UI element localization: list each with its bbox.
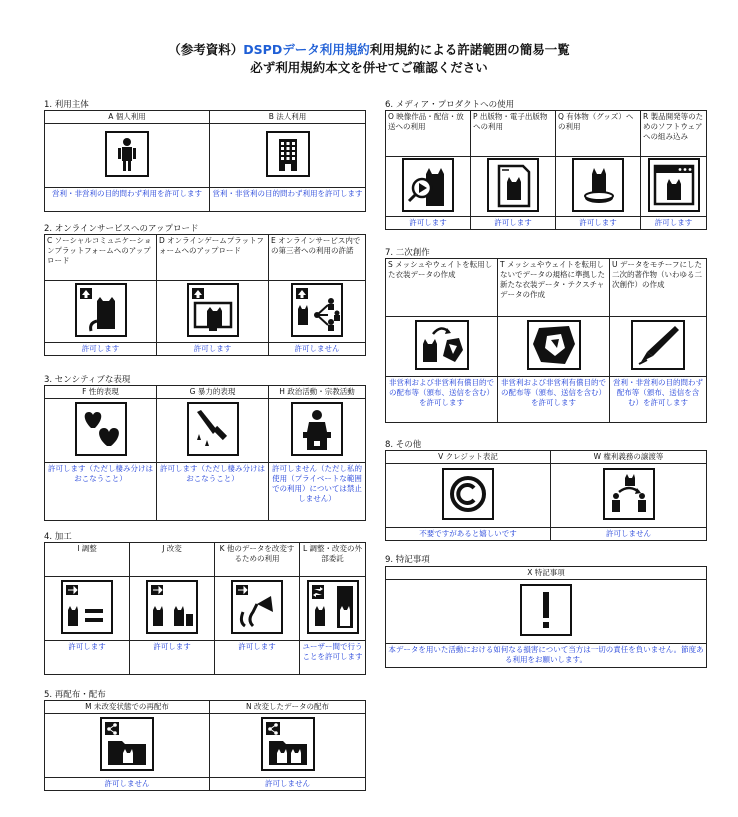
icon-cell-e — [269, 281, 366, 343]
result-i: 許可します — [45, 641, 130, 675]
result-j: 許可します — [130, 641, 215, 675]
share-people-icon — [291, 283, 343, 337]
result-q: 許可します — [556, 217, 641, 230]
result-h: 許可しません（ただし私的使用（プライベートな範囲での利用）については禁止しません） — [269, 463, 366, 521]
icon-cell-u — [610, 317, 707, 377]
outsource-icon — [307, 580, 359, 634]
header-b: B 法人利用 — [210, 111, 366, 124]
adjust-equal-icon — [61, 580, 113, 634]
section-label-1: 1. 利用主体 — [44, 100, 89, 110]
section-table-6 — [385, 110, 707, 230]
section-table-8 — [385, 450, 707, 541]
result-w: 許可しません — [551, 528, 707, 541]
result-s: 非営利および非営利有償目的での配布等（頒布、送信を含む）を許可します — [386, 377, 498, 423]
page-subtitle: 必ず利用規約本文を併せてご確認ください — [250, 60, 488, 75]
icon-cell-v — [386, 464, 551, 528]
header-t: T メッシュやウェイトを転用しないでデータの規格に準拠した新たな衣装データ・テクスチャデータの作成 — [498, 259, 610, 317]
header-a: A 個人利用 — [45, 111, 210, 124]
icon-cell-h — [269, 399, 366, 463]
header-x: X 特記事項 — [386, 567, 707, 580]
section-label-3: 3. センシティブな表現 — [44, 375, 131, 385]
result-v: 不要ですがあると嬉しいです — [386, 528, 551, 541]
hearts-icon — [75, 402, 127, 456]
result-e: 許可しません — [269, 343, 366, 356]
icon-cell-r — [641, 157, 707, 217]
exclamation-icon — [520, 584, 572, 636]
header-j: J 改変 — [130, 543, 215, 577]
icon-cell-g — [157, 399, 269, 463]
icon-cell-f — [45, 399, 157, 463]
video-cat-icon — [402, 158, 454, 212]
icon-cell-c — [45, 281, 157, 343]
page-title — [0, 40, 738, 58]
result-a: 営利・非営利の目的問わず利用を許可します — [45, 188, 210, 212]
result-o: 許可します — [386, 217, 471, 230]
icon-cell-b — [210, 124, 366, 188]
result-r: 許可します — [641, 217, 707, 230]
icon-cell-t — [498, 317, 610, 377]
upload-cat-icon — [75, 283, 127, 337]
section-label-8: 8. その他 — [385, 440, 422, 450]
result-f: 許可します（ただし棲み分けはおこなうこと） — [45, 463, 157, 521]
header-q: Q 有体物（グッズ）への利用 — [556, 111, 641, 157]
result-c: 許可します — [45, 343, 157, 356]
icon-cell-w — [551, 464, 707, 528]
result-u: 営利・非営利の目的問わず配布等（頒布、送信を含む）を許可します — [610, 377, 707, 423]
section-table-1 — [44, 110, 366, 212]
icon-cell-p — [471, 157, 556, 217]
section-label-7: 7. 二次創作 — [385, 248, 430, 258]
pen-icon — [631, 320, 685, 370]
section-table-3 — [44, 385, 366, 521]
result-n: 許可しません — [210, 778, 366, 791]
modify-cats-icon — [146, 580, 198, 634]
header-g: G 暴力的表現 — [157, 386, 269, 399]
header-n: N 改変したデータの配布 — [210, 701, 366, 714]
copyright-icon — [442, 468, 494, 520]
redistribute-folder-icon — [100, 717, 154, 771]
section-table-7 — [385, 258, 707, 423]
book-cat-icon — [487, 158, 539, 212]
icon-cell-l — [300, 577, 366, 641]
result-t: 非営利および非営利有償目的での配布等（頒布、送信を含む）を許可します — [498, 377, 610, 423]
header-h: H 政治活動・宗教活動 — [269, 386, 366, 399]
section-label-5: 5. 再配布・配布 — [44, 690, 106, 700]
knife-icon — [187, 402, 239, 456]
header-k: K 他のデータを改変するための利用 — [215, 543, 300, 577]
section-table-2 — [44, 234, 366, 356]
section-table-5 — [44, 700, 366, 791]
header-m: M 未改変状態での再配布 — [45, 701, 210, 714]
title-accent: DSPDデータ利用規約 — [243, 42, 370, 57]
section-label-6: 6. メディア・プロダクトへの使用 — [385, 100, 515, 110]
upload-monitor-icon — [187, 283, 239, 337]
transfer-people-icon — [603, 468, 655, 520]
cloth-transfer-icon — [415, 320, 469, 370]
figure-cat-icon — [572, 158, 624, 212]
result-d: 許可します — [157, 343, 269, 356]
header-e: E オンラインサービス内での第三者への利用の許諾 — [269, 235, 366, 281]
icon-cell-q — [556, 157, 641, 217]
distribute-modified-icon — [261, 717, 315, 771]
icon-cell-x — [386, 580, 707, 644]
header-r: R 製品開発等のためのソフトウェアへの組み込み — [641, 111, 707, 157]
section-table-9 — [385, 566, 707, 668]
result-g: 許可します（ただし棲み分けはおこなうこと） — [157, 463, 269, 521]
icon-cell-d — [157, 281, 269, 343]
section-table-4 — [44, 542, 366, 675]
result-k: 許可します — [215, 641, 300, 675]
section-label-2: 2. オンラインサービスへのアップロード — [44, 224, 199, 234]
building-icon — [266, 131, 310, 177]
header-p: P 出版物・電子出版物への利用 — [471, 111, 556, 157]
title-suffix: 利用規約による許諾範囲の簡易一覧 — [369, 42, 570, 57]
header-i: I 調整 — [45, 543, 130, 577]
result-b: 営利・非営利の目的問わず利用を許可します — [210, 188, 366, 212]
result-x: 本データを用いた活動における如何なる損害について当方は一切の責任を負いません。節度ある利用をお願いします。 — [386, 644, 707, 668]
result-m: 許可しません — [45, 778, 210, 791]
cloth-icon — [527, 320, 581, 370]
icon-cell-a — [45, 124, 210, 188]
icon-cell-j — [130, 577, 215, 641]
title-prefix: （参考資料） — [168, 42, 244, 57]
icon-cell-s — [386, 317, 498, 377]
header-l: L 調整・改変の外部委託 — [300, 543, 366, 577]
section-label-9: 9. 特記事項 — [385, 555, 430, 565]
podium-icon — [291, 402, 343, 456]
result-p: 許可します — [471, 217, 556, 230]
result-l: ユーザー間で行うことを許可します — [300, 641, 366, 675]
bow-icon — [231, 580, 283, 634]
header-w: W 権利義務の譲渡等 — [551, 451, 707, 464]
header-v: V クレジット表記 — [386, 451, 551, 464]
header-o: O 映像作品・配信・放送への利用 — [386, 111, 471, 157]
person-icon — [105, 131, 149, 177]
icon-cell-i — [45, 577, 130, 641]
icon-cell-o — [386, 157, 471, 217]
header-c: C ソーシャルコミュニケーションプラットフォームへのアップロード — [45, 235, 157, 281]
software-cat-icon — [648, 158, 700, 212]
header-f: F 性的表現 — [45, 386, 157, 399]
icon-cell-m — [45, 714, 210, 778]
icon-cell-k — [215, 577, 300, 641]
header-d: D オンラインゲームプラットフォームへのアップロード — [157, 235, 269, 281]
header-s: S メッシュやウェイトを転用した衣装データの作成 — [386, 259, 498, 317]
section-label-4: 4. 加工 — [44, 532, 72, 542]
header-u: U データをモチーフにした二次的著作物（いわゆる二次創作）の作成 — [610, 259, 707, 317]
icon-cell-n — [210, 714, 366, 778]
